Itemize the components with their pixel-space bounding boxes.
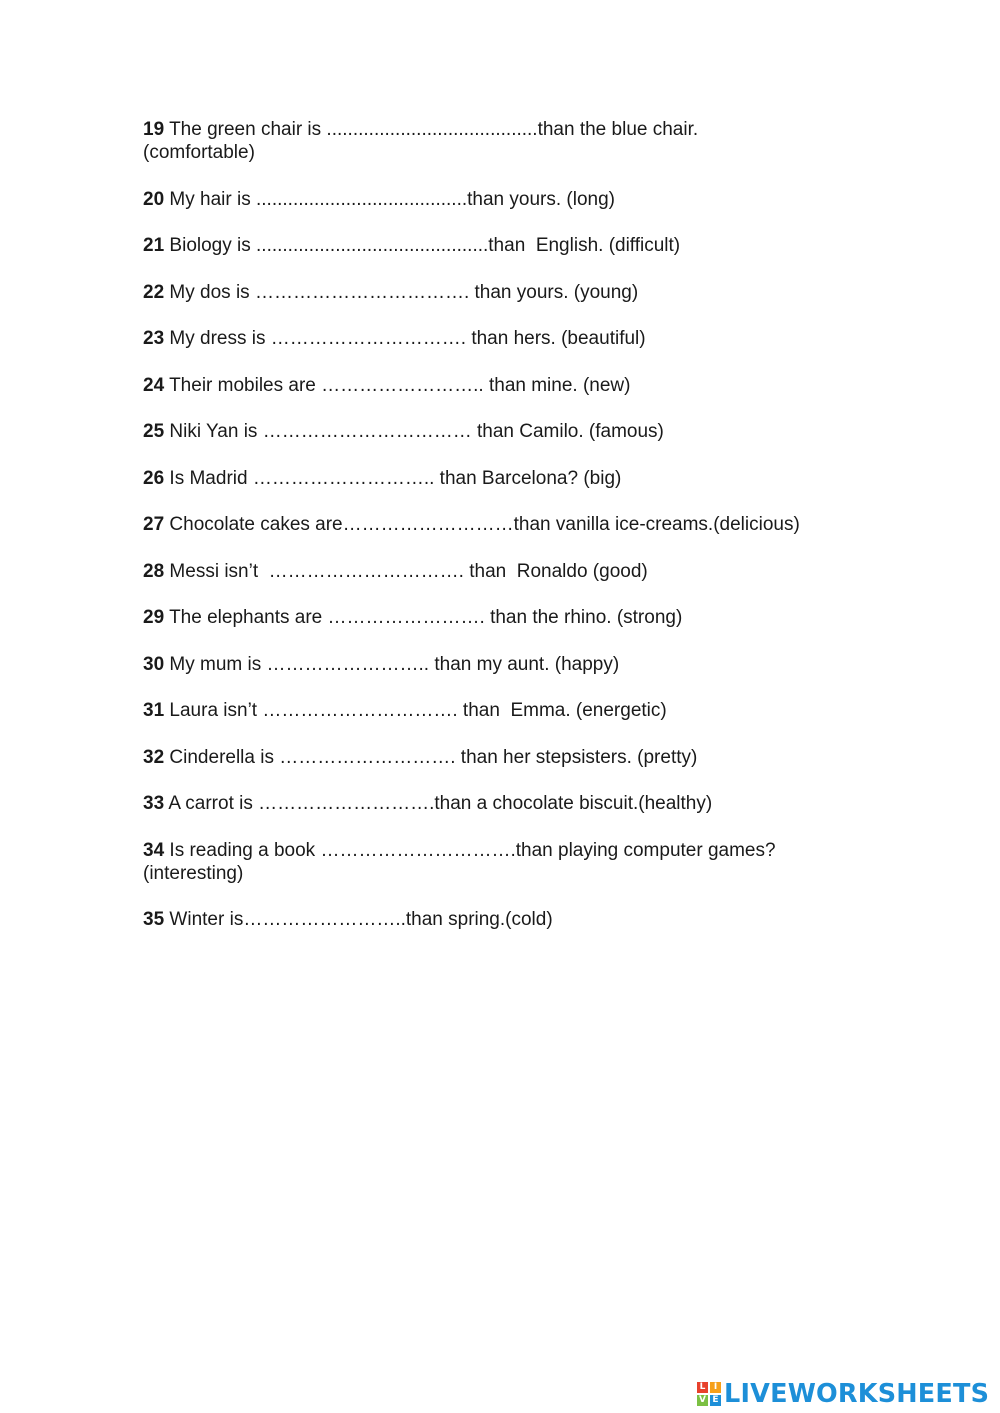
worksheet [143,118,863,955]
liveworksheets-logo [697,1378,989,1410]
logo-text: LIVEWORKSHEETS [724,1379,990,1409]
exercise-item-34 [143,839,863,885]
exercise-item-19 [143,118,863,164]
item-number: 26 [143,467,165,489]
item-text: Niki Yan is …………………………… than Camilo. (famous) [164,421,664,442]
item-number: 23 [143,328,165,349]
exercise-item-35 [143,908,863,931]
item-text: The elephants are ……………………. than the rhino. (strong) [164,607,683,628]
item-number: 33 [143,793,165,814]
item-text: My hair is ........................................than yours. (long) [164,188,615,210]
exercise-item-26 [143,467,863,490]
item-number: 19 [143,119,165,140]
item-text: My mum is …………………….. than my aunt. (happy) [164,653,620,675]
item-number: 27 [143,514,165,535]
exercise-item-33 [143,792,863,815]
item-number: 35 [143,909,165,930]
item-text: The green chair is ........................................than the blue chair. (comfortable) [143,119,699,163]
item-number: 34 [143,839,165,861]
item-number: 29 [143,607,165,628]
item-text: Winter is……………………..than spring.(cold) [164,909,553,930]
item-number: 31 [143,700,165,721]
item-number: 28 [143,560,165,582]
logo-mark-tile: I [710,1382,721,1393]
exercise-item-27 [143,513,863,536]
exercise-item-24 [143,374,863,397]
logo-mark-icon [697,1382,721,1406]
item-number: 30 [143,653,165,675]
exercise-item-23 [143,327,863,350]
item-text: Is Madrid ……………………….. than Barcelona? (big) [164,467,622,489]
logo-mark-tile: L [697,1382,708,1393]
exercise-item-25 [143,420,863,443]
item-text: A carrot is ……………………….than a chocolate biscuit.(healthy) [164,793,713,814]
item-number: 22 [143,281,165,303]
item-text: My dos is ……………………………. than yours. (young) [164,281,639,303]
exercise-item-28 [143,560,863,583]
exercise-item-20 [143,188,863,211]
exercise-item-22 [143,281,863,304]
item-text: Chocolate cakes are………………………than vanilla ice-creams.(delicious) [164,514,800,535]
exercise-item-32 [143,746,863,769]
exercise-item-31 [143,699,863,722]
item-number: 20 [143,188,165,210]
exercise-item-29 [143,606,863,629]
item-text: Messi isn’t …………………………. than Ronaldo (good) [164,560,648,582]
item-number: 24 [143,374,165,396]
logo-mark-tile: V [697,1395,708,1406]
logo-mark-tile: E [710,1395,721,1406]
item-text: My dress is …………………………. than hers. (beautiful) [164,328,646,349]
item-text: Biology is ............................................than English. (difficult) [164,235,681,256]
item-text: Is reading a book ………………………….than playing computer games? (interesting) [143,839,776,884]
item-number: 32 [143,746,165,768]
item-text: Cinderella is ………………………. than her stepsisters. (pretty) [164,746,698,768]
item-text: Laura isn’t …………………………. than Emma. (energetic) [164,700,667,721]
item-number: 21 [143,235,165,256]
item-number: 25 [143,421,165,442]
exercise-item-21 [143,234,863,257]
item-text: Their mobiles are …………………….. than mine. (new) [164,374,631,396]
exercise-item-30 [143,653,863,676]
